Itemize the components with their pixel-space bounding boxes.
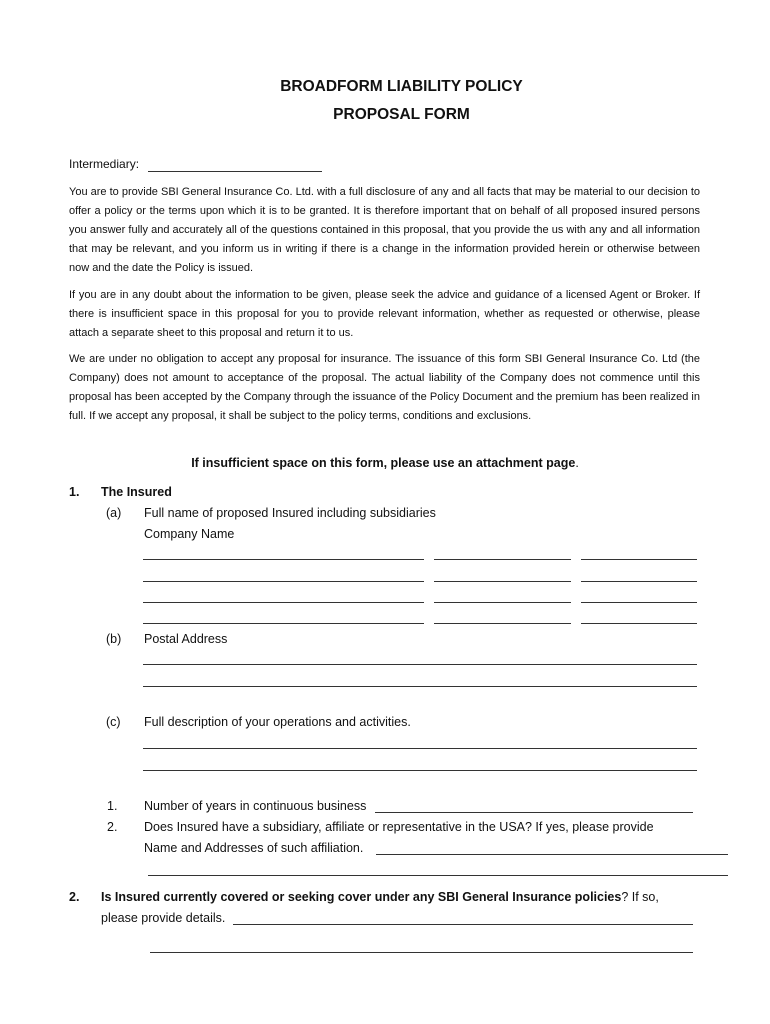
years-in-business-field[interactable] bbox=[375, 812, 693, 813]
policy-details-field[interactable] bbox=[150, 952, 693, 953]
section-2-question-suffix: ? If so, bbox=[621, 890, 659, 904]
obligation-paragraph: We are under no obligation to accept any proposal for insurance. The issuance of this form SBI General Insurance Co. Ltd (the Company) does not amount to acceptance of the proposal. The actual liability of the Company does not commence until this proposal has been accepted by the Company through the issuance of the Policy Document and the premium has been realized in full. If we accept any proposal, it shall be subject to the policy terms, conditions and exclusions. bbox=[69, 353, 700, 422]
postal-address-label: Postal Address bbox=[144, 632, 228, 646]
company-name-field[interactable] bbox=[143, 559, 424, 560]
company-name-field[interactable] bbox=[143, 623, 424, 624]
item-c-marker: (c) bbox=[106, 715, 121, 729]
company-name-field[interactable] bbox=[581, 623, 697, 624]
form-title: BROADFORM LIABILITY POLICY bbox=[280, 78, 523, 95]
question-1-marker: 1. bbox=[107, 799, 118, 813]
company-name-field[interactable] bbox=[143, 602, 424, 603]
section-2-details-label: please provide details. bbox=[101, 911, 226, 925]
affiliation-field[interactable] bbox=[376, 854, 728, 855]
postal-address-field[interactable] bbox=[143, 664, 697, 665]
disclosure-paragraph: You are to provide SBI General Insurance Co. Ltd. with a full disclosure of any and all facts that may be material to our decision to offer a policy or the terms upon which it is to be granted. It is therefore important that on behalf of all proposed insured persons you answer fully and accurately all of the questions contained in this proposal, that you provide the us with any and all information that may be relevant, and you inform us in writing if there is a change in the information provided herein or otherwise between now and the date the Policy is issued. bbox=[69, 186, 700, 274]
advice-paragraph: If you are in any doubt about the information to be given, please seek the advice and guidance of a licensed Agent or Broker. If there is insufficient space in this proposal for you to provide relevant information, whether as requested or otherwise, please attach a separate sheet to this proposal and return it to us. bbox=[69, 289, 700, 339]
form-subtitle: PROPOSAL FORM bbox=[333, 106, 470, 123]
affiliation-field[interactable] bbox=[148, 875, 728, 876]
section-2-number: 2. bbox=[69, 890, 80, 904]
attachment-note bbox=[0, 456, 770, 470]
attachment-note-text: If insufficient space on this form, please use an attachment page bbox=[191, 456, 576, 470]
company-name-field[interactable] bbox=[581, 581, 697, 582]
company-name-field[interactable] bbox=[434, 602, 571, 603]
question-2-marker: 2. bbox=[107, 820, 118, 834]
item-a-label: Full name of proposed Insured including subsidiaries bbox=[144, 506, 436, 520]
attachment-note-suffix: . bbox=[575, 456, 579, 470]
operations-field[interactable] bbox=[143, 770, 697, 771]
affiliation-label: Name and Addresses of such affiliation. bbox=[144, 841, 364, 855]
section-2-question bbox=[101, 890, 659, 904]
section-2-question-bold: Is Insured currently covered or seeking cover under any SBI General Insurance policies bbox=[101, 890, 622, 904]
operations-label: Full description of your operations and activities. bbox=[144, 715, 411, 729]
intermediary-label: Intermediary: bbox=[69, 157, 140, 171]
company-name-field[interactable] bbox=[434, 623, 571, 624]
section-1-heading: The Insured bbox=[101, 485, 172, 499]
operations-field[interactable] bbox=[143, 748, 697, 749]
usa-subsidiary-question: Does Insured have a subsidiary, affiliate or representative in the USA? If yes, please provide bbox=[144, 820, 654, 834]
company-name-field[interactable] bbox=[581, 559, 697, 560]
years-in-business-label: Number of years in continuous business bbox=[144, 799, 367, 813]
postal-address-field[interactable] bbox=[143, 686, 697, 687]
company-name-field[interactable] bbox=[434, 559, 571, 560]
policy-details-field[interactable] bbox=[233, 924, 693, 925]
company-name-field[interactable] bbox=[143, 581, 424, 582]
company-name-field[interactable] bbox=[434, 581, 571, 582]
company-name-field[interactable] bbox=[581, 602, 697, 603]
item-b-marker: (b) bbox=[106, 632, 122, 646]
intermediary-field[interactable] bbox=[148, 171, 322, 172]
section-1-number: 1. bbox=[69, 485, 80, 499]
item-a-marker: (a) bbox=[106, 506, 122, 520]
company-name-label: Company Name bbox=[144, 527, 235, 541]
